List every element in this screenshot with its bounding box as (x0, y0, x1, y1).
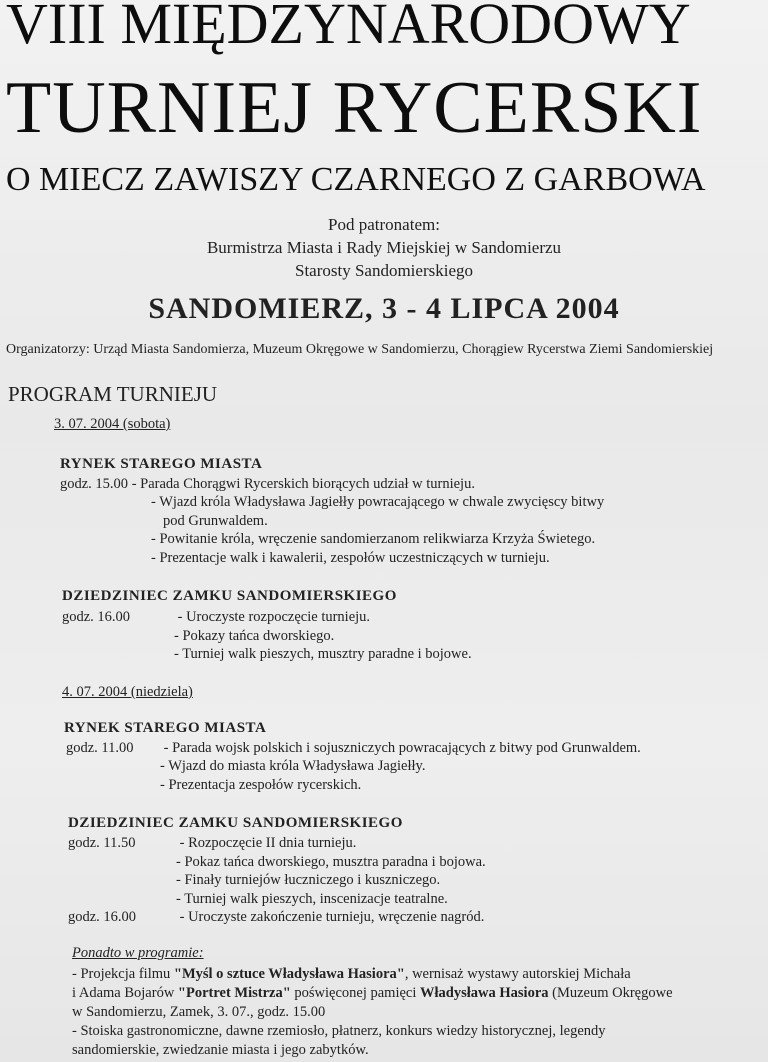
event-date: SANDOMIERZ, 3 - 4 LIPCA 2004 (148, 292, 620, 325)
day1-place2-row1 (62, 608, 370, 626)
patronage-line1: Burmistrza Miasta i Rady Miejskiej w Sandomierzu (206, 238, 562, 257)
time: godz. 11.50 (68, 835, 136, 851)
list-item: - Pokazy tańca dworskiego. (174, 628, 335, 644)
text: , wernisaż wystawy autorskiej Michała (404, 966, 631, 982)
extra-paragraph-3: w Sandomierzu, Zamek, 3. 07., godz. 15.00 (72, 1004, 326, 1020)
list-item: - Wjazd do miasta króla Władysława Jagiełły. (160, 758, 426, 774)
extra-paragraph-1 (72, 966, 631, 983)
list-item: - Finały turniejów łuczniczego i kuszniczego. (176, 872, 441, 888)
time: godz. 16.00 (62, 609, 131, 625)
time: godz. 11.00 (66, 740, 134, 756)
patronage-line2: Starosty Sandomierskiego (294, 261, 473, 280)
day2-place2-row1 (68, 834, 356, 852)
extra-title: Ponadto w programie: (72, 945, 204, 961)
text: i Adama Bojarów (72, 985, 175, 1001)
text: poświęconej pamięci (294, 985, 417, 1001)
extra-paragraph-4: - Stoiska gastronomiczne, dawne rzemiosło, płatnerz, konkurs wiedzy historycznej, legendy (72, 1023, 606, 1039)
day2-place1: RYNEK STAREGO MIASTA (64, 720, 267, 736)
poster-title-line1: VIII MIĘDZYNARODOWY (6, 0, 691, 56)
extra-paragraph-2 (72, 985, 673, 1002)
list-item: - Prezentacje walk i kawalerii, zespołów uczestniczących w turnieju. (151, 550, 550, 566)
time: godz. 15.00 (60, 476, 129, 492)
time: godz. 16.00 (68, 909, 137, 925)
text: - Projekcja filmu (72, 966, 171, 982)
day2-place2: DZIEDZINIEC ZAMKU SANDOMIERSKIEGO (68, 815, 403, 831)
extra-paragraph-5: sandomierskie, zwiedzanie miasta i jego zabytków. (72, 1042, 369, 1058)
list-item: - Rozpoczęcie II dnia turnieju. (179, 835, 357, 851)
organizers: Organizatorzy: Urząd Miasta Sandomierza, Muzeum Okręgowe w Sandomierzu, Chorągiew Rycerstwa Ziemi Sandomierskiej (6, 342, 714, 357)
list-item: pod Grunwaldem. (163, 513, 268, 529)
day1-place1: RYNEK STAREGO MIASTA (60, 456, 263, 472)
list-item: - Wjazd króla Władysława Jagiełły powracającego w chwale zwycięscy bitwy (151, 494, 605, 510)
day1-date: 3. 07. 2004 (sobota) (54, 416, 171, 432)
list-item: - Powitanie króla, wręczenie sandomierzanom relikwiarza Krzyża Świetego. (151, 531, 596, 547)
day1-place2: DZIEDZINIEC ZAMKU SANDOMIERSKIEGO (62, 588, 397, 604)
list-item: - Turniej walk pieszych, musztry paradne i bojowe. (174, 646, 472, 662)
list-item: - Parada wojsk polskich i sojuszniczych powracających z bitwy pod Grunwaldem. (163, 740, 641, 756)
day1-place1-row1 (60, 475, 475, 493)
poster-title-line3: O MIECZ ZAWISZY CZARNEGO Z GARBOWA (6, 161, 706, 198)
artist-name: Władysława Hasiora (420, 985, 549, 1001)
film-title: "Myśl o sztuce Władysława Hasiora" (173, 966, 405, 982)
list-item: - Prezentacja zespołów rycerskich. (160, 777, 362, 793)
list-item: - Turniej walk pieszych, inscenizacje teatralne. (176, 891, 448, 907)
list-item: - Uroczyste rozpoczęcie turnieju. (177, 609, 371, 625)
list-item: - Parada Chorągwi Rycerskich biorących udział w turnieju. (131, 476, 475, 492)
patronage-intro: Pod patronatem: (328, 215, 440, 234)
day2-date: 4. 07. 2004 (niedziela) (62, 684, 193, 700)
list-item: - Uroczyste zakończenie turnieju, wręczenie nagród. (179, 909, 485, 925)
day2-place1-row1 (66, 739, 641, 757)
text: (Muzeum Okręgowe (552, 985, 673, 1001)
day2-place2-row5 (68, 908, 484, 926)
poster-title-line2: TURNIEJ RYCERSKI (6, 67, 703, 149)
exhibition-title: "Portret Mistrza" (177, 985, 291, 1001)
list-item: - Pokaz tańca dworskiego, musztra paradna i bojowa. (176, 854, 486, 870)
program-title: PROGRAM TURNIEJU (8, 382, 218, 406)
